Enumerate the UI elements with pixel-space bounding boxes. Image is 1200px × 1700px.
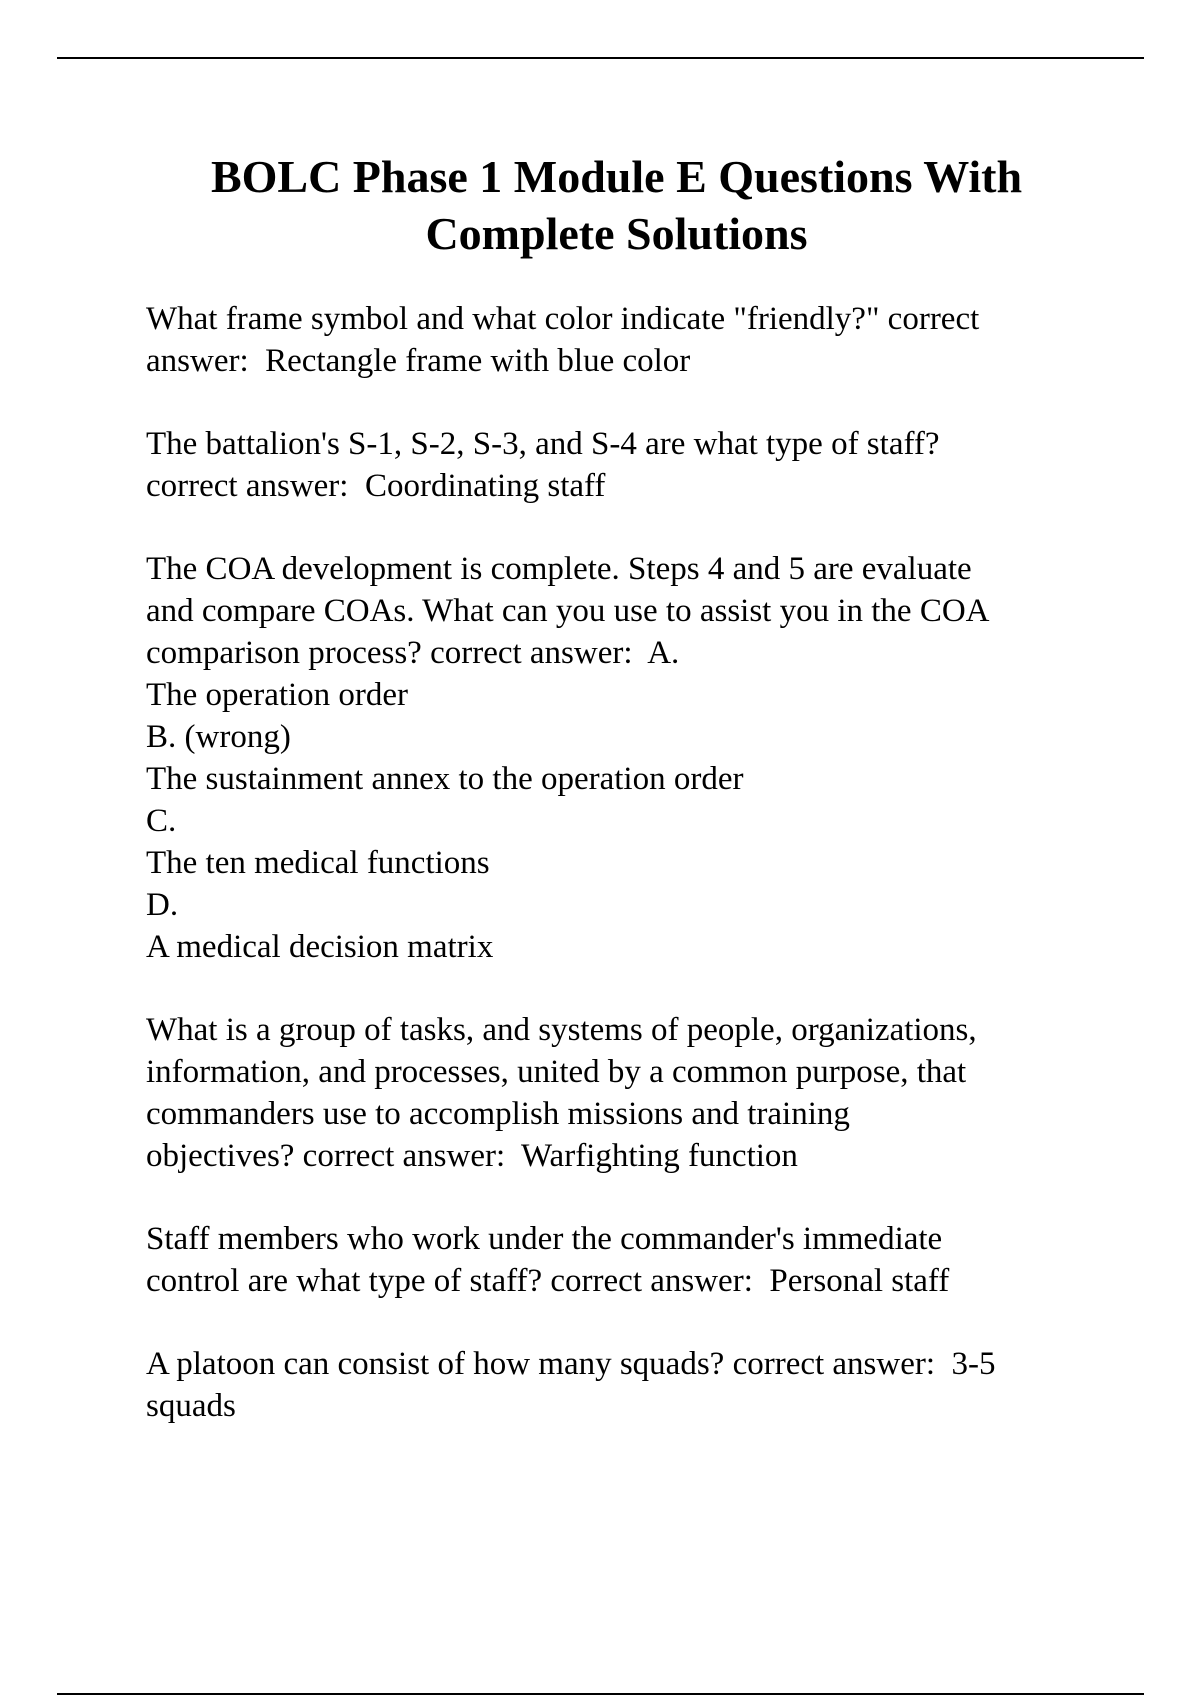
- bottom-rule: [57, 1693, 1144, 1695]
- qa-line: What frame symbol and what color indicate "friendly?" correct: [146, 301, 980, 337]
- answer-option-line: D.: [146, 887, 179, 923]
- title-line-2: Complete Solutions: [425, 208, 808, 259]
- title-line-1: BOLC Phase 1 Module E Questions With: [210, 151, 1023, 202]
- qa-item-1: [146, 298, 1146, 382]
- qa-line: comparison process? correct answer: A.: [146, 635, 680, 671]
- qa-item-2: [146, 423, 1146, 507]
- qa-line: answer: Rectangle frame with blue color: [146, 343, 691, 379]
- answer-option-line: B. (wrong): [146, 719, 291, 755]
- qa-line: objectives? correct answer: Warfighting function: [146, 1138, 798, 1174]
- paragraph-gap: [146, 507, 1146, 548]
- qa-line: Staff members who work under the commander's immediate: [146, 1221, 943, 1257]
- qa-item-5: [146, 1218, 1146, 1302]
- paragraph-gap: [146, 1177, 1146, 1218]
- qa-content: [146, 298, 1146, 1427]
- paragraph-gap: [146, 382, 1146, 423]
- qa-line: correct answer: Coordinating staff: [146, 468, 606, 504]
- qa-line: commanders use to accomplish missions and training: [146, 1096, 850, 1132]
- answer-option-line: C.: [146, 803, 177, 839]
- answer-option-line: The sustainment annex to the operation order: [146, 761, 744, 797]
- answer-option-line: A medical decision matrix: [146, 929, 494, 965]
- qa-line: squads: [146, 1388, 236, 1424]
- qa-line: control are what type of staff? correct answer: Personal staff: [146, 1263, 950, 1299]
- paragraph-gap: [146, 1302, 1146, 1343]
- qa-item-3: [146, 548, 1146, 968]
- document-title: [120, 148, 1113, 262]
- qa-line: The battalion's S-1, S-2, S-3, and S-4 are what type of staff?: [146, 426, 940, 462]
- qa-line: information, and processes, united by a common purpose, that: [146, 1054, 967, 1090]
- top-rule: [57, 57, 1144, 59]
- qa-item-4: [146, 1009, 1146, 1177]
- qa-item-6: [146, 1343, 1146, 1427]
- paragraph-gap: [146, 968, 1146, 1009]
- qa-line: A platoon can consist of how many squads? correct answer: 3-5: [146, 1346, 996, 1382]
- answer-option-line: The operation order: [146, 677, 409, 713]
- answer-option-line: The ten medical functions: [146, 845, 490, 881]
- qa-line: What is a group of tasks, and systems of people, organizations,: [146, 1012, 977, 1048]
- qa-line: and compare COAs. What can you use to assist you in the COA: [146, 593, 990, 629]
- qa-line: The COA development is complete. Steps 4 and 5 are evaluate: [146, 551, 972, 587]
